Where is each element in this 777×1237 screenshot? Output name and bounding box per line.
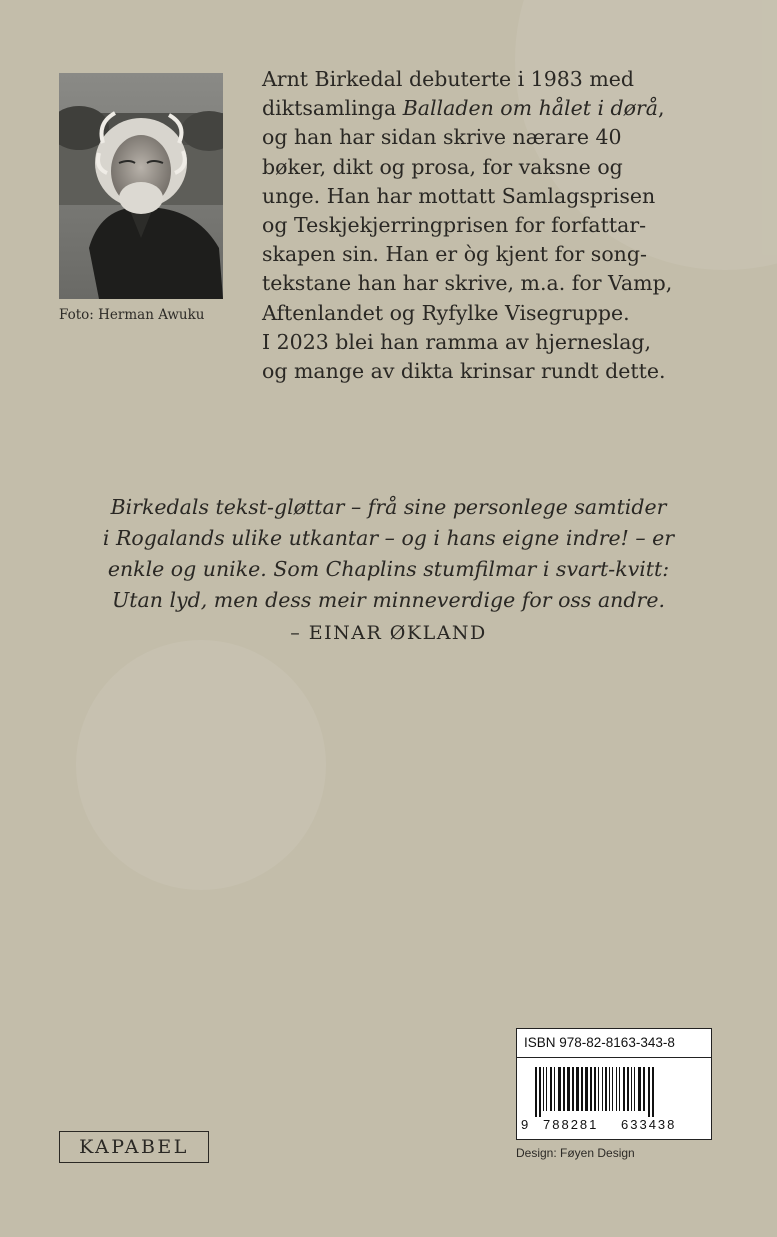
design-credit: Design: Føyen Design	[516, 1146, 635, 1160]
photo-credit: Foto: Herman Awuku	[59, 307, 205, 323]
author-photo	[59, 73, 223, 299]
bio-line: og Teskjekjerringprisen for forfattar-	[262, 213, 647, 238]
isbn-number: ISBN 978-82-8163-343-8	[517, 1029, 711, 1058]
barcode-digit-group: 633438	[621, 1117, 677, 1132]
barcode-digit-group: 788281	[543, 1117, 599, 1132]
author-portrait-icon	[59, 73, 223, 299]
book-title: Balladen om hålet i dørå	[402, 96, 659, 121]
bio-line: Aftenlandet og Ryfylke Visegruppe.	[262, 300, 630, 325]
bio-line: I 2023 blei han ramma av hjerneslag,	[262, 329, 652, 354]
bio-line: og mange av dikta krinsar rundt dette.	[262, 359, 666, 384]
bio-line: og han har sidan skrive nærare 40	[262, 125, 622, 150]
bio-line: Arnt Birkedal debuterte i 1983 med	[262, 67, 635, 91]
bio-line: skapen sin. Han er òg kjent for song-	[262, 242, 647, 267]
bio-line: bøker, dikt og prosa, for vaksne og	[262, 154, 623, 179]
barcode-digit-group: 9	[521, 1117, 529, 1132]
author-bio	[262, 65, 682, 386]
decorative-circle-middle	[76, 640, 326, 890]
review-quote	[0, 492, 777, 616]
bio-line: unge. Han har mottatt Samlagsprisen	[262, 183, 656, 208]
quote-line: i Rogalands ulike utkantar – og i hans eigne indre! – er	[102, 526, 675, 550]
barcode-icon	[521, 1067, 707, 1117]
isbn-barcode-box	[516, 1028, 712, 1140]
quote-line: Utan lyd, men dess meir minneverdige for oss andre.	[112, 588, 665, 612]
bio-line: tekstane han har skrive, m.a. for Vamp,	[262, 271, 673, 296]
bio-line: diktsamlinga Balladen om hålet i dørå,	[262, 96, 665, 121]
publisher-logo: KAPABEL	[59, 1131, 209, 1163]
quote-line: Birkedals tekst-gløttar – frå sine personlege samtider	[110, 495, 667, 519]
quote-attribution: – EINAR ØKLAND	[290, 622, 487, 644]
quote-line: enkle og unike. Som Chaplins stumfilmar i svart-kvitt:	[107, 557, 670, 581]
